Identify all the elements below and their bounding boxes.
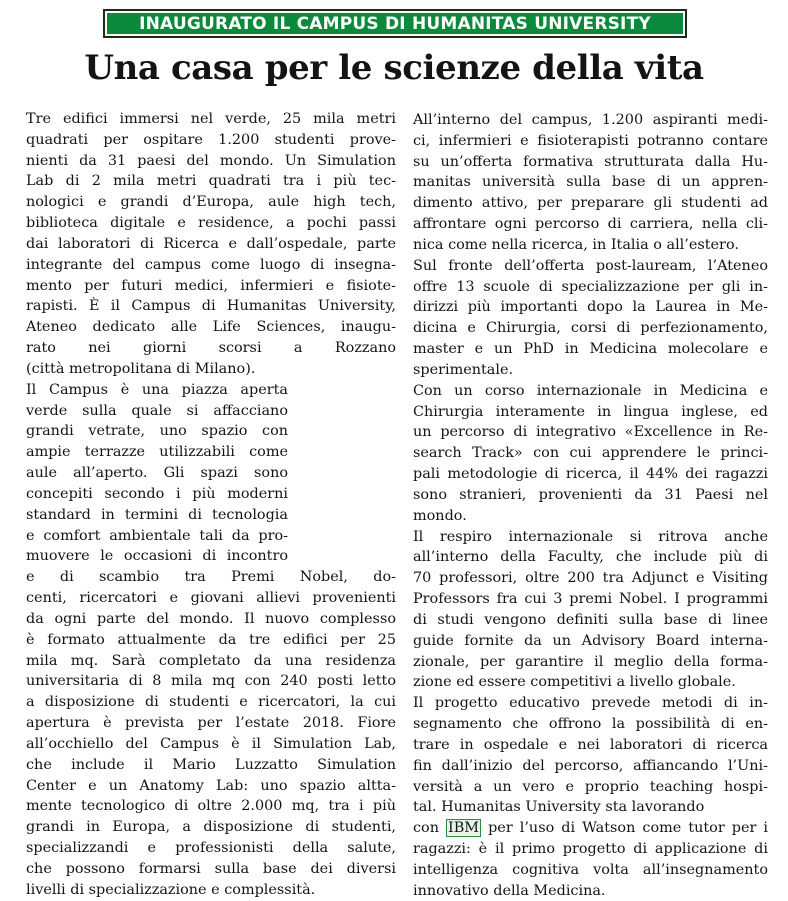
text-line: che possono formarsi sulla base dei diversi (26, 860, 396, 877)
text-line: mila mq. Sarà completato da una residenza (26, 652, 396, 669)
text-line: e comfort ambientale tali da pro- (26, 527, 288, 544)
text-line: tal. Humanitas University sta lavorando (413, 799, 705, 816)
paragraph (413, 527, 768, 694)
text-line: zione ed essere competitivi a livello globale. (413, 674, 736, 691)
text-line: apertura è prevista per l’estate 2018. Fiore (26, 715, 396, 732)
kicker-banner (103, 9, 687, 38)
text-line: da ogni parte del mondo. Il nuovo complesso (26, 610, 396, 627)
paragraph (413, 110, 768, 256)
text-line (413, 818, 768, 839)
text-line: sono stranieri, provenienti da 31 Paesi nel (413, 486, 768, 503)
text-line: specializzandi e professionisti della salute, (26, 839, 396, 856)
highlighted-term: IBM (448, 820, 480, 837)
text-line: universitaria di 8 mila mq con 240 posti letto (26, 673, 396, 690)
highlight-prefix: con (413, 820, 439, 837)
text-line: un percorso di integrativo «Excellence in Re- (413, 424, 768, 441)
text-line: Center e un Anatomy Lab: uno spazio altta- (26, 777, 396, 794)
paragraph (413, 381, 768, 527)
text-line: di studi vengono definiti sulla base di linee (413, 611, 768, 628)
text-line: intelligenza cognitiva volta all’insegnamento (413, 861, 768, 878)
text-line: segnamento che offrono la possibilità di en- (413, 716, 768, 733)
text-line: nica come nella ricerca, in Italia o all’estero. (413, 236, 739, 253)
text-line: su un’offerta formativa strutturata dalla Hu- (413, 153, 768, 170)
text-line: che include il Mario Luzzatto Simulation (26, 756, 396, 773)
text-line: nologici e grandi d’Europa, aule high tech, (26, 194, 396, 211)
text-line: Con un corso internazionale in Medicina e (413, 382, 768, 399)
text-line: grandi in Europa, a disposizione di studenti, (26, 819, 396, 836)
paragraph (26, 109, 396, 380)
text-line: all’occhiello del Campus è il Simulation Lab, (26, 735, 396, 752)
kicker-banner-fill (107, 13, 683, 34)
text-line: Chirurgia interamente in lingua inglese, ed (413, 403, 768, 420)
text-line: Lab di 2 mila metri quadrati tra i più tec- (26, 173, 396, 190)
text-line: integrante del campus come luogo di insegna- (26, 256, 396, 273)
text-line: standard in termini di tecnologia (26, 506, 288, 523)
text-line: ampie terrazze utilizzabili come (26, 444, 288, 461)
text-line: Il Campus è una piazza aperta (26, 381, 288, 398)
text-line: 70 professori, oltre 200 tra Adjunct e Visiting (413, 570, 768, 587)
text-line: è formato attualmente da tre edifici per 25 (26, 631, 396, 648)
text-line: manitas università sulla base di un appren- (413, 174, 768, 191)
text-line: pali metodologie di ricerca, il 44% dei ragazzi (413, 466, 768, 483)
text-line: biblioteca digitale e residence, a pochi passi (26, 215, 396, 232)
text-line: a disposizione di studenti e ricercatori, la cui (26, 694, 396, 711)
text-line: Il progetto educativo prevede metodi di in- (413, 695, 768, 712)
text-line: rato nei giorni scorsi a Rozzano (26, 340, 396, 357)
text-line: mente tecnologico di oltre 2.000 mq, tra i più (26, 798, 396, 815)
text-line: mondo. (413, 507, 467, 524)
text-line: ragazzi: è il primo progetto di applicazione di (413, 840, 768, 857)
text-line: all’interno della Faculty, che include più di (413, 549, 768, 566)
text-line: versità a un vero e proprio teaching hospi- (413, 778, 768, 795)
paragraph (26, 380, 396, 901)
left-column (26, 109, 396, 900)
text-line: offre 13 scuole di specializzazione per gli in- (413, 278, 768, 295)
text-line: Sul fronte dell’offerta post-lauream, l’Ateneo (413, 257, 768, 274)
text-line-rest: per l’uso di Watson come tutor per i (488, 820, 768, 837)
text-line: concepiti secondo i più moderni (26, 485, 288, 502)
text-line: e di scambio tra Premi Nobel, do- (26, 569, 396, 586)
text-line: dimento attivo, per preparare gli studenti ad (413, 195, 768, 212)
text-line: verde sulla quale si affacciano (26, 402, 288, 419)
text-line: search Track» con cui apprendere le princi- (413, 445, 768, 462)
text-line: mento per futuri medici, infermieri e fisiote- (26, 277, 396, 294)
text-line: rapisti. È il Campus di Humanitas University, (26, 298, 396, 315)
headline: Una casa per le scienze della vita (84, 48, 704, 88)
text-line: grandi vetrate, uno spazio con (26, 423, 288, 440)
text-line: dirizzi più importanti dopo la Laurea in Me- (413, 299, 768, 316)
text-line: master e un PhD in Medicina molecolare e (413, 341, 768, 358)
text-line: All’interno del campus, 1.200 aspiranti medi- (413, 112, 768, 128)
text-line: trare in ospedale e nei laboratori di ricerca (413, 736, 768, 753)
kicker-text: INAUGURATO IL CAMPUS DI HUMANITAS UNIVERSITY (139, 13, 651, 34)
paragraph (413, 256, 768, 381)
text-line: quadrati per ospitare 1.200 studenti prove- (26, 131, 396, 148)
text-line: centi, ricercatori e giovani allievi provenienti (26, 590, 396, 607)
text-line: dai laboratori di Ricerca e dall’ospedale, parte (26, 235, 396, 252)
text-line: Professors fra cui 3 premi Nobel. I programmi (413, 591, 768, 608)
text-line: Il respiro internazionale si ritrova anche (413, 528, 768, 545)
right-column (413, 110, 768, 901)
paragraph (413, 818, 768, 901)
paragraph (413, 693, 768, 818)
text-line: livelli di specializzazione e complessità. (26, 881, 316, 898)
text-line: muovere le occasioni di incontro (26, 548, 288, 565)
text-line: sperimentale. (413, 361, 514, 378)
text-line: aule all’aperto. Gli spazi sono (26, 465, 288, 482)
text-line: guide fornite da un Advisory Board interna- (413, 632, 768, 649)
text-line: zionale, per garantire il meglio della forma- (413, 653, 768, 670)
text-line: (città metropolitana di Milano). (26, 360, 256, 377)
text-line: fin dall’inizio del percorso, affiancando l’Uni- (413, 757, 768, 774)
text-line: nienti da 31 paesi del mondo. Un Simulation (26, 152, 396, 169)
text-line: innovativo della Medicina. (413, 882, 606, 899)
text-line: Ateneo dedicato alle Life Sciences, inaugu- (26, 319, 396, 336)
text-line: Tre edifici immersi nel verde, 25 mila metri (26, 111, 396, 127)
text-line: affrontare ogni percorso di carriera, nella cli- (413, 216, 768, 233)
text-line: ci, infermieri e fisioterapisti potranno contare (413, 132, 768, 149)
text-line: dicina e Chirurgia, corsi di perfezionamento, (413, 320, 768, 337)
